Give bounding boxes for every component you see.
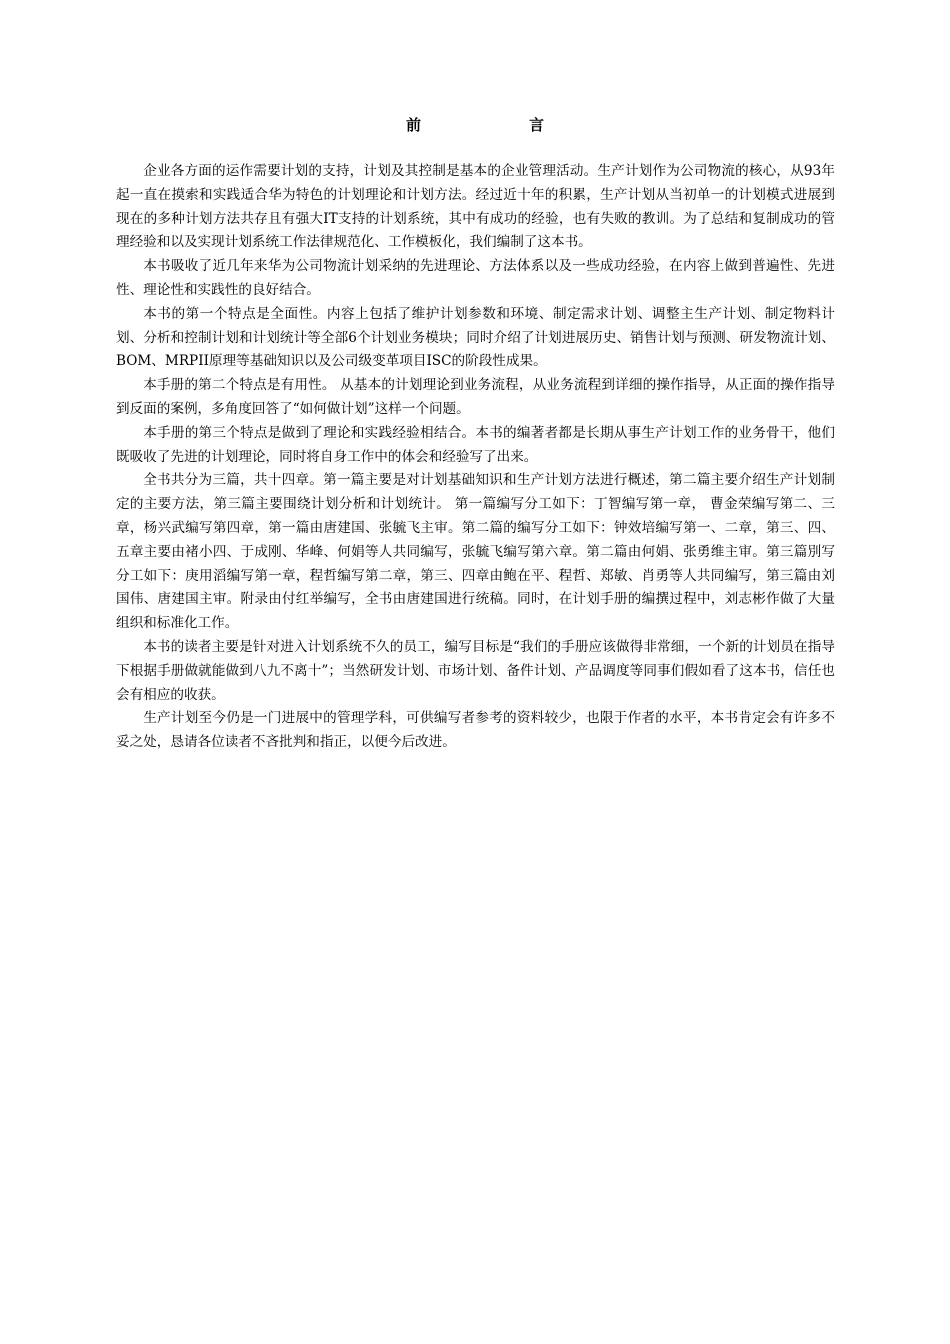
paragraph: 生产计划至今仍是一门进展中的管理学科，可供编写者参考的资料较少，也限于作者的水平，本书肯定会有许多不妥之处，恳请各位读者不吝批判和指正，以便今后改进。: [116, 710, 835, 751]
paragraph: 本书的第一个特点是全面性。内容上包括了维护计划参数和环境、制定需求计划、调整主生产计划、制定物料计划、分析和控制计划和计划统计等全部6个计划业务模块；同时介绍了计划进展历史、销售计划与预测、研发物流计划、BOM、MRPII原理等基础知识以及公司级变革项目ISC的阶段性成果。: [116, 305, 835, 370]
paragraph: 本书的读者主要是针对进入计划系统不久的员工，编写目标是“我们的手册应该做得非常细，一个新的计划员在指导下根据手册做就能做到八九不离十”；当然研发计划、市场计划、备件计划、产品调度等同事们假如看了这本书，信任也会有相应的收获。: [116, 638, 835, 703]
title-char-2: 言: [529, 116, 545, 134]
paragraph: 本手册的第三个特点是做到了理论和实践经验相结合。本书的编著者都是长期从事生产计划工作的业务骨干，他们既吸收了先进的计划理论，同时将自身工作中的体会和经验写了出来。: [116, 424, 835, 465]
paragraph: 本手册的第二个特点是有用性。 从基本的计划理论到业务流程，从业务流程到详细的操作指导，从正面的操作指导到反面的案例，多角度回答了“如何做计划”这样一个问题。: [116, 377, 835, 417]
title-char-1: 前: [405, 116, 421, 134]
paragraph: 本书吸收了近几年来华为公司物流计划采纳的先进理论、方法体系以及一些成功经验，在内容上做到普遍性、先进性、理论性和实践性的良好结合。: [116, 258, 835, 298]
preface-body: [116, 160, 835, 755]
page-title: [0, 114, 950, 135]
paragraph: 企业各方面的运作需要计划的支持，计划及其控制是基本的企业管理活动。生产计划作为公司物流的核心，从93年起一直在摸索和实践适合华为特色的计划理论和计划方法。经过近十年的积累，生产计划从当初单一的计划模式进展到现在的多种计划方法共存且有强大IT支持的计划系统，其中有成功的经验，也有失败的教训。为了总结和复制成功的管理经验和以及实现计划系统工作法律规范化、工作模板化，我们编制了这本书。: [116, 163, 835, 251]
paragraph: 全书共分为三篇，共十四章。第一篇主要是对计划基础知识和生产计划方法进行概述，第二篇主要介绍生产计划制定的主要方法，第三篇主要围绕计划分析和计划统计。 第一篇编写分工如下：丁智编写第一章， 曹金荣编写第二、三章，杨兴武编写第四章，第一篇由唐建国、张毓飞主审。第二篇的编写分工如下：钟效培编写第一、二章，第三、四、五章主要由褚小四、于成刚、华峰、何娟等人共同编写，张毓飞编写第六章。第二篇由何娟、张勇维主审。第三篇別写分工如下：庚用滔编写第一章，程哲编写第二章，第三、四章由鲍在平、程哲、郑敏、肖勇等人共同编写，第三篇由刘国伟、唐建国主审。附录由付红举编写，全书由唐建国进行统稿。同时，在计划手册的编撰过程中，刘志彬作做了大量组织和标准化工作。: [116, 472, 835, 632]
